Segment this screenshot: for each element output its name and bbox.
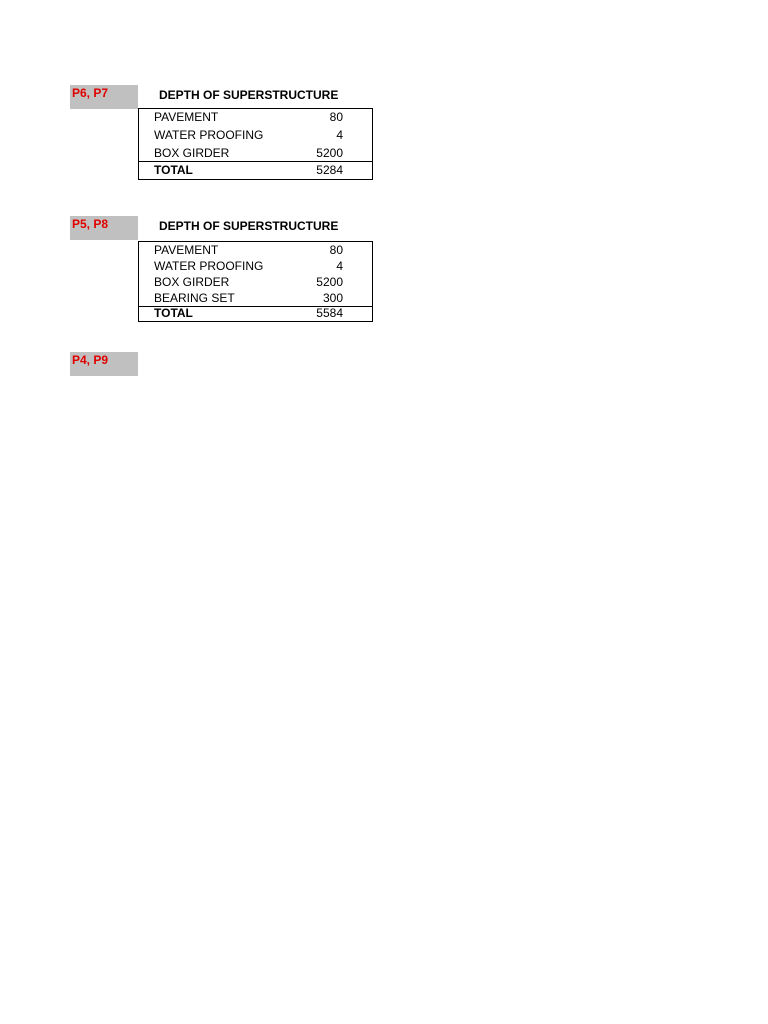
row-value: 4: [336, 128, 343, 142]
total-label: TOTAL: [154, 163, 193, 177]
row-name: PAVEMENT: [154, 110, 219, 124]
table-row: [139, 242, 372, 258]
row-name: BEARING SET: [154, 291, 235, 305]
pier-label-p6-p7: P6, P7: [70, 85, 138, 109]
total-row: [139, 161, 372, 179]
section-title-p6-p7: DEPTH OF SUPERSTRUCTURE: [159, 88, 339, 102]
total-row: [139, 306, 372, 321]
total-value: 5284: [316, 163, 343, 177]
row-value: 300: [322, 291, 343, 305]
total-label: TOTAL: [154, 306, 193, 320]
row-name: BOX GIRDER: [154, 146, 230, 160]
row-name: WATER PROOFING: [154, 128, 264, 142]
row-value: 5200: [316, 275, 343, 289]
row-name: BOX GIRDER: [154, 275, 230, 289]
table-row: [139, 145, 372, 161]
row-value: 80: [329, 110, 343, 124]
table-row: [139, 109, 372, 125]
row-value: 5200: [316, 146, 343, 160]
table-row: [139, 127, 372, 143]
row-name: PAVEMENT: [154, 243, 219, 257]
pier-label-p4-p9: P4, P9: [70, 352, 138, 376]
total-value: 5584: [316, 306, 343, 320]
depth-table-p6-p7: [138, 108, 373, 180]
depth-table-p5-p8: [138, 241, 373, 322]
pier-label-p5-p8: P5, P8: [70, 216, 138, 240]
row-name: WATER PROOFING: [154, 259, 264, 273]
section-title-p5-p8: DEPTH OF SUPERSTRUCTURE: [159, 219, 339, 233]
table-row: [139, 274, 372, 290]
row-value: 4: [336, 259, 343, 273]
table-row: [139, 258, 372, 274]
table-row: [139, 290, 372, 306]
row-value: 80: [329, 243, 343, 257]
